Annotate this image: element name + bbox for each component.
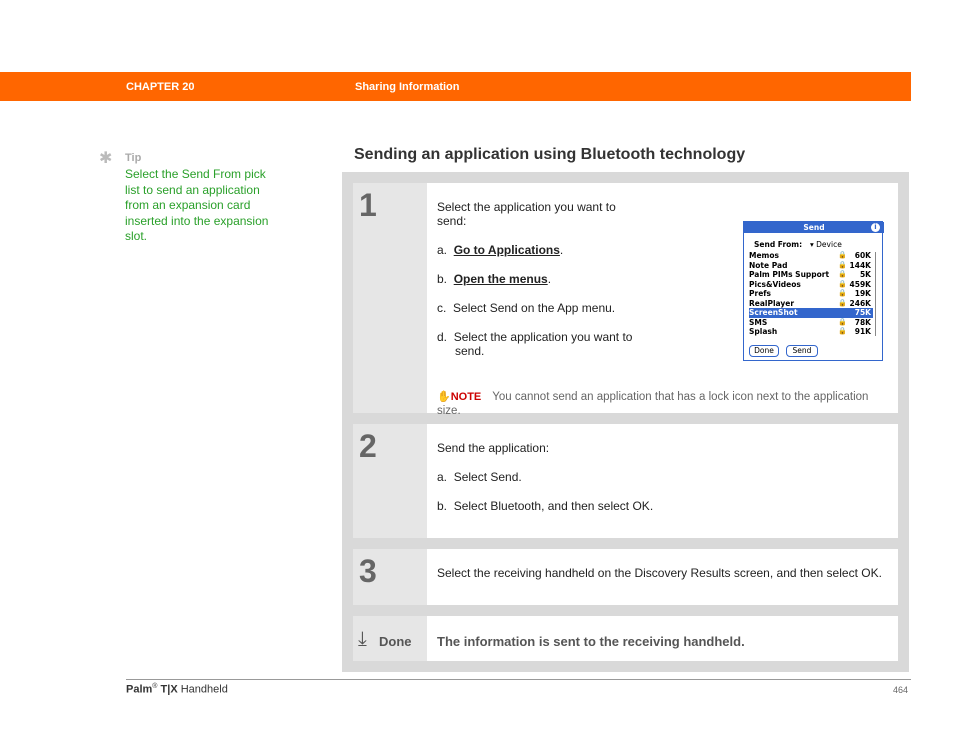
application-list [749, 251, 873, 337]
list-item: Memos 🔒 60K [749, 251, 871, 260]
step-number: 2 [359, 428, 377, 464]
step-text: Select the receiving handheld on the Discovery Results screen, and then select OK. [437, 566, 882, 580]
footer-divider [126, 679, 911, 680]
list-item: Splash 🔒 91K [749, 327, 871, 336]
list-item: Palm PIMs Support 🔒 5K [749, 270, 871, 279]
info-icon: i [871, 223, 880, 232]
list-item: RealPlayer 🔒 246K [749, 298, 871, 308]
page-title: Sending an application using Bluetooth technology [354, 146, 746, 163]
go-to-applications-link[interactable]: Go to Applications [453, 243, 560, 257]
down-arrow-icon: ⤓ [358, 628, 367, 650]
device-send-screenshot [743, 221, 883, 361]
step-content [437, 441, 877, 528]
note-text: You cannot send an application that has a lock icon next to the application size. [437, 391, 869, 417]
substep-a: a. Select Send. [437, 470, 522, 484]
substep-b: b. Open the menus. [437, 272, 552, 286]
list-item: Pics&Videos 🔒 459K [749, 279, 871, 289]
list-item-selected: ScreenShot 75K [749, 308, 871, 317]
send-from-label: Send From: [754, 240, 803, 249]
done-text: The information is sent to the receiving handheld. [437, 634, 745, 649]
lock-icon: 🔒 [838, 289, 847, 297]
hand-icon: ✋ [437, 391, 451, 403]
lock-icon: 🔒 [838, 317, 847, 326]
step-number-column [353, 183, 427, 413]
lock-icon: 🔒 [838, 251, 847, 259]
chapter-label: CHAPTER 20 [126, 81, 195, 93]
section-label: Sharing Information [355, 81, 460, 93]
open-the-menus-link[interactable]: Open the menus [453, 272, 548, 286]
tip-title: Tip [125, 152, 142, 164]
page-number: 464 [893, 685, 909, 695]
lock-icon: 🔒 [838, 279, 847, 288]
substep-d: d. Select the application you want to send. [437, 330, 633, 358]
step-intro: Select the application you want to send: [437, 200, 616, 228]
step-content [437, 200, 877, 417]
step-number: 1 [359, 187, 377, 223]
list-item: Note Pad 🔒 144K [749, 260, 871, 270]
done-step [353, 616, 898, 661]
send-button: Send [786, 345, 818, 357]
step-number: 3 [359, 553, 377, 589]
step-3 [353, 549, 898, 605]
done-button: Done [749, 345, 779, 357]
footer-product: Palm® T|X Handheld [126, 683, 228, 696]
asterisk-icon: ✱ [99, 150, 113, 167]
step-2 [353, 424, 898, 538]
substep-a: a. Go to Applications. [437, 243, 564, 257]
device-title: Send [744, 222, 884, 233]
send-from-picker: ▾ Device [810, 240, 842, 249]
lock-icon: 🔒 [838, 270, 847, 278]
step-intro: Send the application: [437, 441, 550, 455]
list-item: Prefs 🔒 19K [749, 289, 871, 298]
lock-icon: 🔒 [838, 260, 847, 269]
chapter-header [0, 72, 911, 101]
substep-b: b. Select Bluetooth, and then select OK. [437, 499, 654, 513]
note [437, 390, 877, 418]
list-item: SMS 🔒 78K [749, 317, 871, 327]
step-1 [353, 183, 898, 417]
note-label: ✋NOTE [437, 391, 482, 403]
lock-icon: 🔒 [838, 327, 847, 335]
scrollbar [875, 252, 880, 336]
lock-icon: 🔒 [838, 298, 847, 307]
substep-c: c. Select Send on the App menu. [437, 301, 616, 315]
done-label: Done [379, 634, 412, 649]
tip-body: Select the Send From pick list to send an application from an expansion card inserted into the expansion slot. [125, 167, 269, 244]
